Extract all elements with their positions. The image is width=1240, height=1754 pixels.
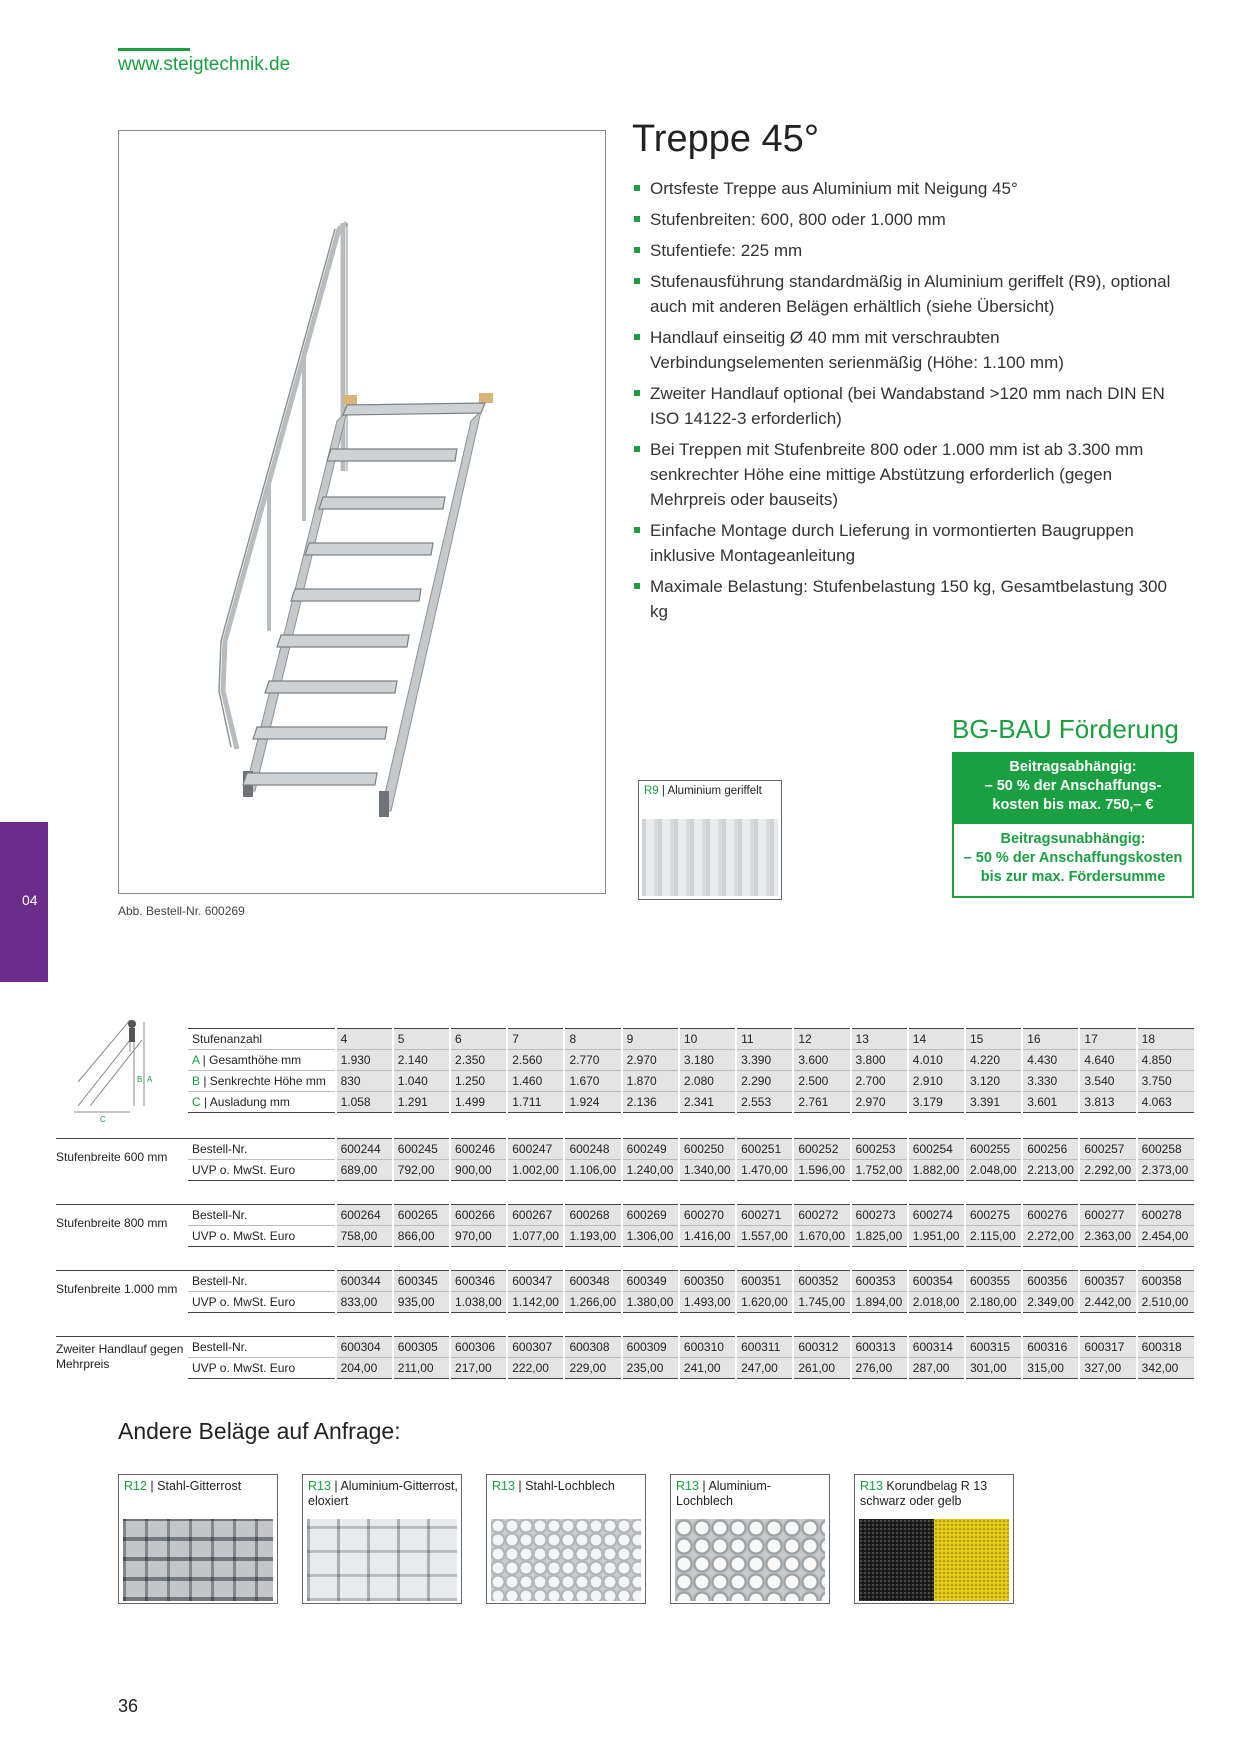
dimension-cell: 2.140 xyxy=(393,1050,450,1071)
price-cell: 2.115,00 xyxy=(965,1226,1022,1247)
dimension-cell: 14 xyxy=(908,1029,965,1050)
price-cell: 1.193,00 xyxy=(564,1226,621,1247)
order-number-cell: 600314 xyxy=(908,1337,965,1358)
price-cell: 2.272,00 xyxy=(1022,1226,1079,1247)
order-number-cell: 600349 xyxy=(622,1271,679,1292)
covering-r13-perforated-steel: R13 | Stahl-Lochblech xyxy=(486,1474,646,1604)
order-number-cell: 600311 xyxy=(736,1337,793,1358)
feature-item: Einfache Montage durch Lieferung in vormontierten Baugruppen inklusive Montageanleitung xyxy=(632,518,1172,568)
order-number-cell: 600255 xyxy=(965,1139,1022,1160)
order-number-cell: 600345 xyxy=(393,1271,450,1292)
row-label: UVP o. MwSt. Euro xyxy=(188,1160,336,1181)
price-cell: 2.048,00 xyxy=(965,1160,1022,1181)
dimension-cell: 2.500 xyxy=(793,1071,850,1092)
order-number-cell: 600276 xyxy=(1022,1205,1079,1226)
order-number-cell: 600316 xyxy=(1022,1337,1079,1358)
dimension-cell: 15 xyxy=(965,1029,1022,1050)
order-number-cell: 600317 xyxy=(1079,1337,1136,1358)
price-cell: 689,00 xyxy=(336,1160,393,1181)
bullet-icon xyxy=(634,185,640,191)
dimension-cell: 4.063 xyxy=(1137,1092,1194,1113)
price-cell: 970,00 xyxy=(450,1226,507,1247)
order-number-cell: 600358 xyxy=(1137,1271,1194,1292)
price-cell: 301,00 xyxy=(965,1358,1022,1379)
row-label: Bestell-Nr. xyxy=(188,1271,336,1292)
price-cell: 1.380,00 xyxy=(622,1292,679,1313)
price-cell: 935,00 xyxy=(393,1292,450,1313)
price-cell: 1.077,00 xyxy=(507,1226,564,1247)
price-cell: 2.442,00 xyxy=(1079,1292,1136,1313)
dimension-cell: 1.711 xyxy=(507,1092,564,1113)
price-cell: 758,00 xyxy=(336,1226,393,1247)
dimension-cell: 2.080 xyxy=(679,1071,736,1092)
dimension-label: A | Gesamthöhe mm xyxy=(188,1050,336,1071)
price-cell: 2.349,00 xyxy=(1022,1292,1079,1313)
feature-item: Stufentiefe: 225 mm xyxy=(632,238,1172,263)
dimension-cell: 2.290 xyxy=(736,1071,793,1092)
price-cell: 1.951,00 xyxy=(908,1226,965,1247)
r9-label: R9 | Aluminium geriffelt xyxy=(644,785,762,797)
dimension-cell: 4.220 xyxy=(965,1050,1022,1071)
price-cell: 1.002,00 xyxy=(507,1160,564,1181)
dimension-cell: 3.601 xyxy=(1022,1092,1079,1113)
price-row xyxy=(188,1358,1194,1379)
covering-r13-perforated-aluminium: R13 | Aluminium-Lochblech xyxy=(670,1474,830,1604)
bg-bau-box xyxy=(952,752,1194,898)
dimension-cell: 8 xyxy=(564,1029,621,1050)
dimension-cell: 3.540 xyxy=(1079,1071,1136,1092)
dimension-cell: 1.670 xyxy=(564,1071,621,1092)
bullet-icon xyxy=(634,334,640,340)
dimension-row xyxy=(188,1092,1194,1113)
price-group-name: Zweiter Handlauf gegen Mehrpreis xyxy=(56,1342,184,1371)
dimension-cell: 1.291 xyxy=(393,1092,450,1113)
dimension-cell: 2.700 xyxy=(851,1071,908,1092)
price-table xyxy=(188,1336,1194,1379)
order-number-cell: 600268 xyxy=(564,1205,621,1226)
price-cell: 1.038,00 xyxy=(450,1292,507,1313)
row-label: Bestell-Nr. xyxy=(188,1337,336,1358)
price-cell: 204,00 xyxy=(336,1358,393,1379)
dimension-cell: 3.330 xyxy=(1022,1071,1079,1092)
order-number-cell: 600353 xyxy=(851,1271,908,1292)
price-cell: 315,00 xyxy=(1022,1358,1079,1379)
price-cell: 2.292,00 xyxy=(1079,1160,1136,1181)
dimension-cell: 3.813 xyxy=(1079,1092,1136,1113)
group-divider xyxy=(56,1138,188,1139)
order-number-cell: 600250 xyxy=(679,1139,736,1160)
price-cell: 2.180,00 xyxy=(965,1292,1022,1313)
price-row xyxy=(188,1292,1194,1313)
dimension-cell: 1.499 xyxy=(450,1092,507,1113)
order-number-cell: 600356 xyxy=(1022,1271,1079,1292)
diagram-label-b: B xyxy=(137,1075,143,1084)
price-cell: 276,00 xyxy=(851,1358,908,1379)
price-cell: 1.142,00 xyxy=(507,1292,564,1313)
dimension-cell: 3.391 xyxy=(965,1092,1022,1113)
steel-grating-texture xyxy=(123,1519,273,1601)
feature-item: Maximale Belastung: Stufenbelastung 150 kg, Gesamtbelastung 300 kg xyxy=(632,574,1172,624)
order-number-cell: 600307 xyxy=(507,1337,564,1358)
order-number-cell: 600304 xyxy=(336,1337,393,1358)
dimension-cell: 3.179 xyxy=(908,1092,965,1113)
dimension-label: B | Senkrechte Höhe mm xyxy=(188,1071,336,1092)
diagram-label-c: C xyxy=(100,1115,106,1122)
price-cell: 1.894,00 xyxy=(851,1292,908,1313)
dimension-label: Stufenanzahl xyxy=(188,1029,336,1050)
order-number-cell: 600246 xyxy=(450,1139,507,1160)
dimension-cell: 830 xyxy=(336,1071,393,1092)
feature-list xyxy=(632,176,1172,630)
order-number-cell: 600312 xyxy=(793,1337,850,1358)
feature-item: Stufenausführung standardmäßig in Aluminium geriffelt (R9), optional auch mit anderen Belägen erhältlich (siehe Übersicht) xyxy=(632,269,1172,319)
price-cell: 2.213,00 xyxy=(1022,1160,1079,1181)
dimension-cell: 2.560 xyxy=(507,1050,564,1071)
bullet-icon xyxy=(634,247,640,253)
order-number-cell: 600252 xyxy=(793,1139,850,1160)
order-number-cell: 600266 xyxy=(450,1205,507,1226)
dimension-cell: 18 xyxy=(1137,1029,1194,1050)
dimension-cell: 4.850 xyxy=(1137,1050,1194,1071)
price-table xyxy=(188,1204,1194,1247)
feature-item: Ortsfeste Treppe aus Aluminium mit Neigung 45° xyxy=(632,176,1172,201)
price-cell: 2.363,00 xyxy=(1079,1226,1136,1247)
dimension-cell: 1.870 xyxy=(622,1071,679,1092)
order-number-cell: 600315 xyxy=(965,1337,1022,1358)
other-coverings-title: Andere Beläge auf Anfrage: xyxy=(118,1418,401,1444)
perforated-aluminium-texture xyxy=(675,1519,825,1601)
price-cell: 261,00 xyxy=(793,1358,850,1379)
order-number-cell: 600310 xyxy=(679,1337,736,1358)
photo-caption: Abb. Bestell-Nr. 600269 xyxy=(118,904,245,918)
order-number-row xyxy=(188,1139,1194,1160)
bullet-icon xyxy=(634,583,640,589)
price-cell: 1.557,00 xyxy=(736,1226,793,1247)
order-number-row xyxy=(188,1205,1194,1226)
dimension-cell: 3.600 xyxy=(793,1050,850,1071)
website-link[interactable]: www.steigtechnik.de xyxy=(118,54,291,75)
price-cell: 1.620,00 xyxy=(736,1292,793,1313)
price-cell: 1.745,00 xyxy=(793,1292,850,1313)
dimension-cell: 1.058 xyxy=(336,1092,393,1113)
order-number-cell: 600346 xyxy=(450,1271,507,1292)
dimension-cell: 4.010 xyxy=(908,1050,965,1071)
order-number-cell: 600313 xyxy=(851,1337,908,1358)
price-cell: 1.882,00 xyxy=(908,1160,965,1181)
order-number-cell: 600248 xyxy=(564,1139,621,1160)
order-number-cell: 600265 xyxy=(393,1205,450,1226)
price-cell: 1.306,00 xyxy=(622,1226,679,1247)
price-cell: 1.493,00 xyxy=(679,1292,736,1313)
dimension-cell: 2.350 xyxy=(450,1050,507,1071)
order-number-cell: 600272 xyxy=(793,1205,850,1226)
row-label: UVP o. MwSt. Euro xyxy=(188,1358,336,1379)
order-number-cell: 600249 xyxy=(622,1139,679,1160)
row-label: Bestell-Nr. xyxy=(188,1139,336,1160)
order-number-cell: 600350 xyxy=(679,1271,736,1292)
dimension-cell: 2.910 xyxy=(908,1071,965,1092)
order-number-cell: 600354 xyxy=(908,1271,965,1292)
price-cell: 229,00 xyxy=(564,1358,621,1379)
price-cell: 1.596,00 xyxy=(793,1160,850,1181)
bg-bau-dependent: Beitragsabhängig: – 50 % der Anschaffungs-kosten bis max. 750,– € xyxy=(954,754,1192,824)
dimension-cell: 2.341 xyxy=(679,1092,736,1113)
feature-item: Handlauf einseitig Ø 40 mm mit verschraubten Verbindungselementen serienmäßig (Höhe: 1.100 mm) xyxy=(632,325,1172,375)
product-title: Treppe 45° xyxy=(632,118,820,160)
price-cell: 866,00 xyxy=(393,1226,450,1247)
price-cell: 1.340,00 xyxy=(679,1160,736,1181)
price-cell: 342,00 xyxy=(1137,1358,1194,1379)
bullet-icon xyxy=(634,216,640,222)
order-number-cell: 600352 xyxy=(793,1271,850,1292)
feature-item: Zweiter Handlauf optional (bei Wandabstand >120 mm nach DIN EN ISO 14122-3 erforderlich) xyxy=(632,381,1172,431)
covering-r12-steel-grating: R12 | Stahl-Gitterrost xyxy=(118,1474,278,1604)
order-number-cell: 600271 xyxy=(736,1205,793,1226)
dimension-cell: 10 xyxy=(679,1029,736,1050)
r9-texture xyxy=(642,819,778,896)
price-cell: 2.373,00 xyxy=(1137,1160,1194,1181)
order-number-cell: 600351 xyxy=(736,1271,793,1292)
order-number-cell: 600257 xyxy=(1079,1139,1136,1160)
order-number-cell: 600305 xyxy=(393,1337,450,1358)
order-number-cell: 600270 xyxy=(679,1205,736,1226)
bg-bau-title: BG-BAU Förderung xyxy=(952,714,1179,744)
order-number-cell: 600254 xyxy=(908,1139,965,1160)
dimension-cell: 9 xyxy=(622,1029,679,1050)
price-cell: 217,00 xyxy=(450,1358,507,1379)
price-cell: 2.018,00 xyxy=(908,1292,965,1313)
price-cell: 792,00 xyxy=(393,1160,450,1181)
dimension-cell: 11 xyxy=(736,1029,793,1050)
aluminium-grating-texture xyxy=(307,1519,457,1601)
dimension-cell: 2.761 xyxy=(793,1092,850,1113)
price-table xyxy=(188,1138,1194,1181)
stair-illustration xyxy=(119,131,605,893)
order-number-cell: 600318 xyxy=(1137,1337,1194,1358)
price-group-name: Stufenbreite 800 mm xyxy=(56,1216,168,1230)
price-cell: 211,00 xyxy=(393,1358,450,1379)
r9-swatch xyxy=(638,780,782,900)
feature-item: Stufenbreiten: 600, 800 oder 1.000 mm xyxy=(632,207,1172,232)
bullet-icon xyxy=(634,527,640,533)
dimension-cell: 2.136 xyxy=(622,1092,679,1113)
price-cell: 1.752,00 xyxy=(851,1160,908,1181)
dimension-cell: 2.553 xyxy=(736,1092,793,1113)
dimension-cell: 7 xyxy=(507,1029,564,1050)
dimension-cell: 3.390 xyxy=(736,1050,793,1071)
chapter-number: 04 xyxy=(22,892,38,908)
dimension-cell: 12 xyxy=(793,1029,850,1050)
order-number-cell: 600267 xyxy=(507,1205,564,1226)
price-group-name: Stufenbreite 600 mm xyxy=(56,1150,168,1164)
order-number-cell: 600273 xyxy=(851,1205,908,1226)
order-number-cell: 600306 xyxy=(450,1337,507,1358)
price-group-name: Stufenbreite 1.000 mm xyxy=(56,1282,178,1296)
dimension-row xyxy=(188,1050,1194,1071)
price-cell: 1.240,00 xyxy=(622,1160,679,1181)
order-number-cell: 600264 xyxy=(336,1205,393,1226)
dimension-cell: 1.460 xyxy=(507,1071,564,1092)
dimension-cell: 3.180 xyxy=(679,1050,736,1071)
order-number-cell: 600256 xyxy=(1022,1139,1079,1160)
dimension-cell: 13 xyxy=(851,1029,908,1050)
order-number-cell: 600245 xyxy=(393,1139,450,1160)
group-divider xyxy=(56,1336,188,1337)
dimension-cell: 5 xyxy=(393,1029,450,1050)
order-number-cell: 600244 xyxy=(336,1139,393,1160)
price-cell: 900,00 xyxy=(450,1160,507,1181)
order-number-row xyxy=(188,1271,1194,1292)
dimension-label: C | Ausladung mm xyxy=(188,1092,336,1113)
order-number-cell: 600348 xyxy=(564,1271,621,1292)
dimension-cell: 3.800 xyxy=(851,1050,908,1071)
covering-r13-aluminium-grating: R13 | Aluminium-Gitterrost, eloxiert xyxy=(302,1474,462,1604)
order-number-cell: 600275 xyxy=(965,1205,1022,1226)
price-cell: 2.510,00 xyxy=(1137,1292,1194,1313)
price-cell: 1.470,00 xyxy=(736,1160,793,1181)
dimension-cell: 4.640 xyxy=(1079,1050,1136,1071)
dimension-cell: 17 xyxy=(1079,1029,1136,1050)
order-number-cell: 600247 xyxy=(507,1139,564,1160)
price-row xyxy=(188,1160,1194,1181)
order-number-cell: 600357 xyxy=(1079,1271,1136,1292)
price-cell: 241,00 xyxy=(679,1358,736,1379)
order-number-row xyxy=(188,1337,1194,1358)
dimension-cell: 4.430 xyxy=(1022,1050,1079,1071)
dimension-cell: 2.970 xyxy=(622,1050,679,1071)
dimension-cell: 1.040 xyxy=(393,1071,450,1092)
price-cell: 247,00 xyxy=(736,1358,793,1379)
price-cell: 1.266,00 xyxy=(564,1292,621,1313)
price-cell: 2.454,00 xyxy=(1137,1226,1194,1247)
order-number-cell: 600253 xyxy=(851,1139,908,1160)
dimension-diagram xyxy=(70,1012,190,1122)
dimension-cell: 2.970 xyxy=(851,1092,908,1113)
order-number-cell: 600308 xyxy=(564,1337,621,1358)
feature-item: Bei Treppen mit Stufenbreite 800 oder 1.000 mm ist ab 3.300 mm senkrechter Höhe eine mittige Abstützung erforderlich (gegen Mehrpreis oder bauseits) xyxy=(632,437,1172,512)
dimension-cell: 3.750 xyxy=(1137,1071,1194,1092)
diagram-label-a: A xyxy=(147,1075,153,1084)
order-number-cell: 600269 xyxy=(622,1205,679,1226)
order-number-cell: 600278 xyxy=(1137,1205,1194,1226)
price-cell: 1.106,00 xyxy=(564,1160,621,1181)
dimension-row xyxy=(188,1029,1194,1050)
order-number-cell: 600344 xyxy=(336,1271,393,1292)
group-divider xyxy=(56,1270,188,1271)
bg-bau-independent: Beitragsunabhängig: – 50 % der Anschaffungskosten bis zur max. Fördersumme xyxy=(963,831,1183,885)
row-label: Bestell-Nr. xyxy=(188,1205,336,1226)
corundum-texture xyxy=(859,1519,1009,1601)
order-number-cell: 600274 xyxy=(908,1205,965,1226)
order-number-cell: 600277 xyxy=(1079,1205,1136,1226)
order-number-cell: 600347 xyxy=(507,1271,564,1292)
price-cell: 287,00 xyxy=(908,1358,965,1379)
order-number-cell: 600258 xyxy=(1137,1139,1194,1160)
price-cell: 1.416,00 xyxy=(679,1226,736,1247)
dimension-cell: 3.120 xyxy=(965,1071,1022,1092)
price-cell: 1.825,00 xyxy=(851,1226,908,1247)
order-number-cell: 600355 xyxy=(965,1271,1022,1292)
dimension-cell: 1.924 xyxy=(564,1092,621,1113)
perforated-steel-texture xyxy=(491,1519,641,1601)
bullet-icon xyxy=(634,446,640,452)
dimension-cell: 2.770 xyxy=(564,1050,621,1071)
order-number-cell: 600309 xyxy=(622,1337,679,1358)
header-accent-line xyxy=(118,48,190,51)
price-table xyxy=(188,1270,1194,1313)
page-number: 36 xyxy=(118,1696,139,1716)
price-cell: 222,00 xyxy=(507,1358,564,1379)
price-cell: 235,00 xyxy=(622,1358,679,1379)
price-cell: 1.670,00 xyxy=(793,1226,850,1247)
bullet-icon xyxy=(634,390,640,396)
order-number-cell: 600251 xyxy=(736,1139,793,1160)
dimensions-table xyxy=(188,1028,1194,1113)
dimension-cell: 4 xyxy=(336,1029,393,1050)
dimension-cell: 1.930 xyxy=(336,1050,393,1071)
dimension-row xyxy=(188,1071,1194,1092)
dimension-cell: 6 xyxy=(450,1029,507,1050)
dimension-cell: 16 xyxy=(1022,1029,1079,1050)
price-row xyxy=(188,1226,1194,1247)
price-cell: 833,00 xyxy=(336,1292,393,1313)
row-label: UVP o. MwSt. Euro xyxy=(188,1292,336,1313)
product-photo xyxy=(118,130,606,894)
price-cell: 327,00 xyxy=(1079,1358,1136,1379)
dimension-cell: 1.250 xyxy=(450,1071,507,1092)
row-label: UVP o. MwSt. Euro xyxy=(188,1226,336,1247)
group-divider xyxy=(56,1204,188,1205)
bullet-icon xyxy=(634,278,640,284)
covering-r13-corundum: R13 Korundbelag R 13 schwarz oder gelb xyxy=(854,1474,1014,1604)
